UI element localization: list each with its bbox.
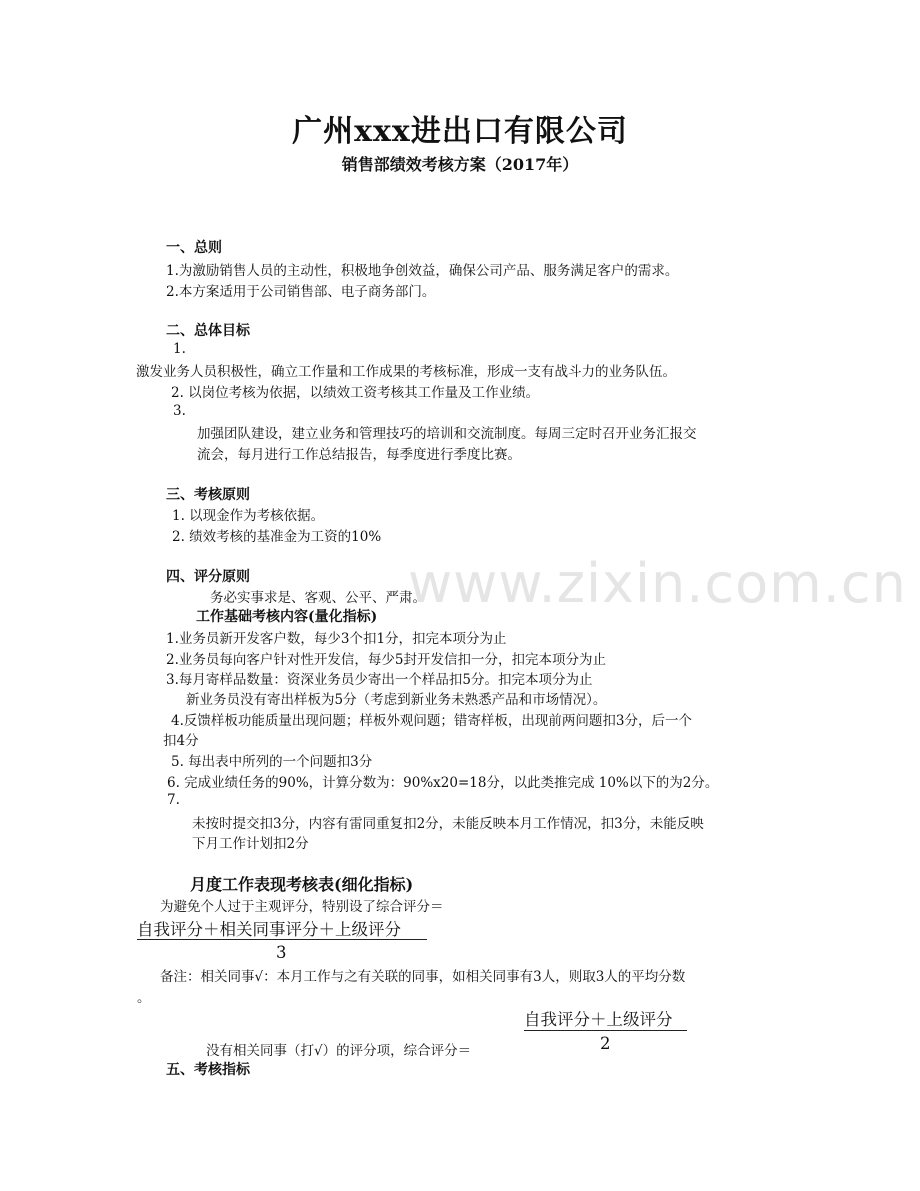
section-1-item-2: 2.本方案适用于公司销售部、电子商务部门。 bbox=[166, 284, 436, 300]
section-1-item-1: 1.为激励销售人员的主动性，积极地争创效益，确保公司产品、服务满足客户的需求。 bbox=[166, 263, 679, 279]
note-line-2: 。 bbox=[137, 990, 151, 1006]
formula-2-fraction-bar bbox=[524, 1030, 687, 1031]
scoring-principle: 务必实事求是、客观、公平、严肃。 bbox=[210, 590, 426, 606]
section-2-item-3-line-2: 流会，每月进行工作总结报告，每季度进行季度比赛。 bbox=[197, 447, 521, 463]
section-4-item-5: 5. 每出表中所列的一个问题扣3分 bbox=[171, 754, 373, 770]
formula-2-denominator: 2 bbox=[600, 1034, 611, 1053]
section-4-item-4-line-2: 扣4分 bbox=[163, 733, 199, 749]
section-2-item-1: 激发业务人员积极性，确立工作量和工作成果的考核标准，形成一支有战斗力的业务队伍。 bbox=[136, 364, 676, 380]
document-title: 广州xxx进出口有限公司 bbox=[292, 114, 628, 149]
monthly-assessment-heading: 月度工作表现考核表(细化指标) bbox=[190, 875, 414, 894]
basic-assessment-heading: 工作基础考核内容(量化指标) bbox=[196, 609, 378, 625]
section-2-item-3-number: 3. bbox=[173, 403, 186, 419]
section-3-heading: 三、考核原则 bbox=[166, 487, 250, 503]
section-2-heading: 二、总体目标 bbox=[166, 323, 250, 339]
section-3-item-1: 1. 以现金作为考核依据。 bbox=[172, 508, 325, 524]
section-4-item-2: 2.业务员每向客户针对性开发信，每少5封开发信扣一分，扣完本项分为止 bbox=[166, 652, 606, 668]
section-4-item-4-line-1: 4.反馈样板功能质量出现问题；样板外观问题；错寄样板，出现前两问题扣3分，后一个 bbox=[171, 713, 692, 729]
section-4-item-3-line-1: 3.每月寄样品数量：资深业务员少寄出一个样品扣5分。扣完本项分为止 bbox=[166, 672, 593, 688]
composite-score-intro: 为避免个人过于主观评分，特别设了综合评分＝ bbox=[160, 899, 444, 915]
formula-2-prefix: 没有相关同事（打√）的评分项，综合评分＝ bbox=[206, 1043, 472, 1059]
section-2-item-3-line-1: 加强团队建设，建立业务和管理技巧的培训和交流制度。每周三定时召开业务汇报交 bbox=[197, 426, 697, 442]
section-4-item-1: 1.业务员新开发客户数，每少3个扣1分，扣完本项分为止 bbox=[166, 631, 507, 647]
section-1-heading: 一、总则 bbox=[166, 240, 222, 256]
section-2-item-2: 2. 以岗位考核为依据，以绩效工资考核其工作量及工作业绩。 bbox=[171, 385, 540, 401]
section-5-heading: 五、考核指标 bbox=[166, 1062, 250, 1078]
document-subtitle: 销售部绩效考核方案（2017年） bbox=[341, 155, 579, 174]
section-4-heading: 四、评分原则 bbox=[166, 569, 250, 585]
note-line-1: 备注：相关同事√：本月工作与之有关联的同事，如相关同事有3人，则取3人的平均分数 bbox=[160, 969, 686, 985]
formula-2-numerator: 自我评分＋上级评分 bbox=[524, 1010, 673, 1029]
section-4-item-3-line-2: 新业务员没有寄出样板为5分（考虑到新业务未熟悉产品和市场情况）。 bbox=[186, 692, 607, 708]
section-3-item-2: 2. 绩效考核的基准金为工资的10% bbox=[172, 529, 382, 545]
section-4-item-7-line-2: 下月工作计划扣2分 bbox=[192, 836, 309, 852]
section-4-item-7-line-1: 未按时提交扣3分，内容有雷同重复扣2分，未能反映本月工作情况，扣3分，未能反映 bbox=[192, 816, 704, 832]
formula-1-fraction-bar bbox=[137, 939, 427, 940]
section-4-item-7-number: 7. bbox=[167, 792, 180, 808]
section-2-item-1-number: 1. bbox=[173, 341, 186, 357]
formula-1-numerator: 自我评分＋相关同事评分＋上级评分 bbox=[137, 920, 401, 939]
formula-1-denominator: 3 bbox=[276, 943, 287, 962]
watermark: www.zixin.com.cn bbox=[408, 552, 907, 615]
section-4-item-6: 6. 完成业绩任务的90%，计算分数为：90%x20=18分，以此类推完成 10%以下的为2分。 bbox=[167, 775, 719, 791]
